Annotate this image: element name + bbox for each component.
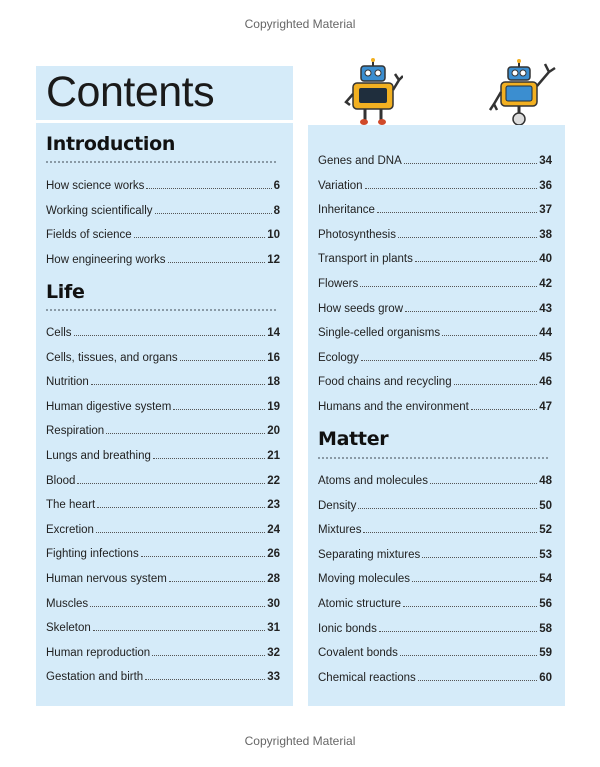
toc-entry-label: Fighting infections [46, 548, 139, 561]
dot-leader [422, 557, 537, 558]
toc-entry-label: How engineering works [46, 253, 166, 266]
toc-entry-page: 60 [539, 671, 552, 684]
dot-leader [400, 655, 537, 656]
dot-leader [398, 237, 537, 238]
contents-title-box [36, 66, 293, 120]
copyright-footer: Copyrighted Material [244, 734, 356, 748]
toc-entry-page: 16 [267, 351, 280, 364]
dot-leader [90, 606, 265, 607]
toc-entry-label: Skeleton [46, 622, 91, 635]
toc-entry-label: Ionic bonds [318, 622, 377, 635]
toc-entry-label: Human reproduction [46, 646, 151, 659]
toc-entry-page: 46 [539, 376, 552, 389]
dot-leader [155, 213, 272, 214]
toc-entry[interactable] [46, 544, 280, 560]
dot-leader [365, 188, 538, 189]
dot-leader [360, 286, 537, 287]
toc-entry-label: Single-celled organisms [318, 327, 441, 340]
dot-leader [91, 384, 265, 385]
toc-entry-page: 8 [273, 204, 280, 217]
toc-entry-page: 14 [267, 327, 280, 339]
dot-leader [173, 409, 265, 410]
toc-entry-label: Moving molecules [318, 573, 411, 586]
toc-entry-label: Chemical reactions [318, 671, 416, 684]
page-title: Contents [46, 68, 215, 116]
toc-entry-label: Covalent bonds [318, 647, 398, 660]
toc-entry[interactable] [318, 619, 552, 635]
toc-entry[interactable] [46, 176, 280, 192]
section-heading-matter: Matter [318, 428, 389, 450]
toc-entry-page: 18 [267, 376, 280, 389]
toc-entry-page: 44 [539, 327, 552, 340]
toc-entry-page: 36 [539, 179, 552, 192]
toc-entry-page: 33 [267, 671, 280, 684]
toc-entry-page: 47 [539, 401, 552, 413]
dot-leader [145, 679, 265, 680]
toc-entry[interactable] [318, 569, 552, 585]
toc-entry[interactable] [318, 668, 552, 684]
toc-entry-label: The heart [46, 499, 96, 512]
toc-entry-label: Atomic structure [318, 598, 402, 610]
toc-entry-page: 10 [267, 229, 280, 242]
dot-leader [152, 655, 265, 656]
toc-entry-page: 50 [539, 499, 552, 512]
toc-entry-page: 28 [267, 573, 280, 585]
toc-entry-label: Humans and the environment [318, 401, 469, 413]
toc-entry[interactable] [318, 545, 552, 561]
toc-entry[interactable] [318, 471, 552, 487]
dot-leader [454, 384, 538, 385]
toc-entry-page: 48 [539, 475, 552, 487]
toc-entry-page: 20 [267, 425, 280, 438]
toc-entry-label: Lungs and breathing [46, 450, 151, 462]
toc-entry-label: Inheritance [318, 204, 375, 217]
toc-entry[interactable] [318, 520, 552, 536]
toc-entry[interactable] [46, 397, 280, 413]
toc-entry-page: 52 [539, 524, 552, 537]
toc-entry[interactable] [318, 496, 552, 512]
toc-entry[interactable] [46, 225, 280, 241]
toc-entry-page: 34 [539, 155, 552, 167]
toc-entry[interactable] [46, 495, 280, 511]
toc-entry-page: 43 [539, 302, 552, 315]
dot-leader [358, 508, 537, 509]
toc-entry-label: Photosynthesis [318, 228, 396, 241]
toc-entry[interactable] [318, 176, 552, 192]
toc-entry-label: Human digestive system [46, 400, 172, 413]
toc-entry[interactable] [318, 225, 552, 241]
dot-leader [379, 631, 537, 632]
toc-entry[interactable] [46, 372, 280, 388]
dot-leader [134, 237, 266, 238]
toc-entry-page: 6 [273, 180, 280, 192]
toc-entry-label: Atoms and molecules [318, 475, 428, 487]
toc-entry-label: Flowers [318, 278, 359, 290]
dot-leader [471, 409, 537, 410]
toc-entry[interactable] [318, 151, 552, 167]
toc-entry[interactable] [46, 446, 280, 462]
dot-leader [415, 261, 537, 262]
dot-leader [363, 532, 537, 533]
dot-leader [412, 581, 537, 582]
toc-entry[interactable] [318, 397, 552, 413]
dot-leader [77, 483, 265, 484]
dot-leader [168, 262, 266, 263]
toc-entry[interactable] [46, 201, 280, 217]
toc-entry-label: How science works [46, 180, 145, 192]
dot-leader [403, 606, 537, 607]
toc-entry[interactable] [318, 594, 552, 610]
section-divider [46, 161, 276, 163]
toc-entry[interactable] [318, 249, 552, 265]
toc-entry[interactable] [318, 299, 552, 315]
dot-leader [141, 556, 266, 557]
toc-entry[interactable] [46, 250, 280, 266]
toc-entry-page: 54 [539, 573, 552, 586]
toc-entry[interactable] [46, 618, 280, 634]
dot-leader [153, 458, 265, 459]
dot-leader [169, 581, 265, 582]
toc-entry-label: Genes and DNA [318, 155, 402, 167]
toc-entry-page: 40 [539, 253, 552, 266]
toc-entry-label: Working scientifically [46, 204, 153, 217]
section-divider [318, 457, 548, 459]
toc-entry-label: Separating mixtures [318, 548, 421, 561]
toc-entry-label: Human nervous system [46, 573, 167, 585]
toc-entry-label: Nutrition [46, 376, 89, 389]
toc-entry-page: 42 [539, 278, 552, 290]
toc-entry[interactable] [46, 594, 280, 610]
toc-entry[interactable] [46, 520, 280, 536]
toc-entry-label: Excretion [46, 523, 94, 536]
dot-leader [146, 188, 271, 189]
toc-entry[interactable] [46, 348, 280, 364]
toc-entry-label: Variation [318, 179, 363, 192]
robot-2-icon [489, 58, 561, 126]
toc-entry-label: Cells [46, 327, 72, 339]
toc-entry-page: 45 [539, 351, 552, 364]
toc-entry-page: 32 [267, 646, 280, 659]
toc-entry-label: Ecology [318, 351, 359, 364]
toc-entry-label: Mixtures [318, 524, 362, 537]
toc-entry-page: 30 [267, 597, 280, 610]
toc-entry[interactable] [46, 569, 280, 585]
toc-entry-page: 38 [539, 228, 552, 241]
toc-entry[interactable] [318, 372, 552, 388]
toc-entry[interactable] [46, 667, 280, 683]
dot-leader [361, 360, 537, 361]
toc-entry-page: 12 [267, 253, 280, 266]
toc-entry-label: Gestation and birth [46, 671, 144, 684]
toc-entry-page: 23 [267, 499, 280, 512]
copyright-header: Copyrighted Material [244, 17, 356, 31]
section-heading-life: Life [46, 281, 85, 303]
toc-entry-label: Respiration [46, 425, 105, 438]
toc-entry-label: Cells, tissues, and organs [46, 351, 178, 364]
toc-entry-page: 31 [267, 622, 280, 635]
toc-entry-label: Food chains and recycling [318, 376, 452, 389]
dot-leader [97, 507, 265, 508]
toc-entry[interactable] [318, 200, 552, 216]
toc-entry-page: 59 [539, 647, 552, 660]
dot-leader [418, 680, 537, 681]
toc-entry[interactable] [318, 274, 552, 290]
toc-entry-page: 22 [267, 474, 280, 487]
dot-leader [377, 212, 537, 213]
toc-entry-page: 58 [539, 622, 552, 635]
dot-leader [442, 335, 537, 336]
toc-entry-page: 37 [539, 204, 552, 217]
dot-leader [430, 483, 537, 484]
toc-entry-page: 24 [267, 523, 280, 536]
toc-entry-page: 26 [267, 548, 280, 561]
toc-entry-label: Muscles [46, 597, 89, 610]
section-heading-introduction: Introduction [46, 133, 176, 155]
dot-leader [405, 311, 537, 312]
toc-entry-label: Transport in plants [318, 253, 413, 266]
toc-entry[interactable] [318, 348, 552, 364]
toc-entry-page: 21 [267, 450, 280, 462]
robot-1-icon [343, 58, 403, 126]
section-divider [46, 309, 276, 311]
toc-entry-label: Density [318, 499, 357, 512]
toc-entry-label: Fields of science [46, 229, 132, 242]
toc-entry[interactable] [318, 323, 552, 339]
dot-leader [96, 532, 265, 533]
dot-leader [106, 433, 265, 434]
toc-entry[interactable] [46, 471, 280, 487]
dot-leader [74, 335, 266, 336]
dot-leader [93, 630, 265, 631]
dot-leader [404, 163, 537, 164]
toc-entry-page: 19 [267, 400, 280, 413]
toc-entry-page: 53 [539, 548, 552, 561]
toc-entry[interactable] [318, 643, 552, 659]
toc-entry[interactable] [46, 421, 280, 437]
toc-entry-label: How seeds grow [318, 302, 404, 315]
dot-leader [180, 360, 266, 361]
toc-entry-page: 56 [539, 598, 552, 610]
toc-entry[interactable] [46, 643, 280, 659]
toc-entry-label: Blood [46, 474, 76, 487]
toc-entry[interactable] [46, 323, 280, 339]
